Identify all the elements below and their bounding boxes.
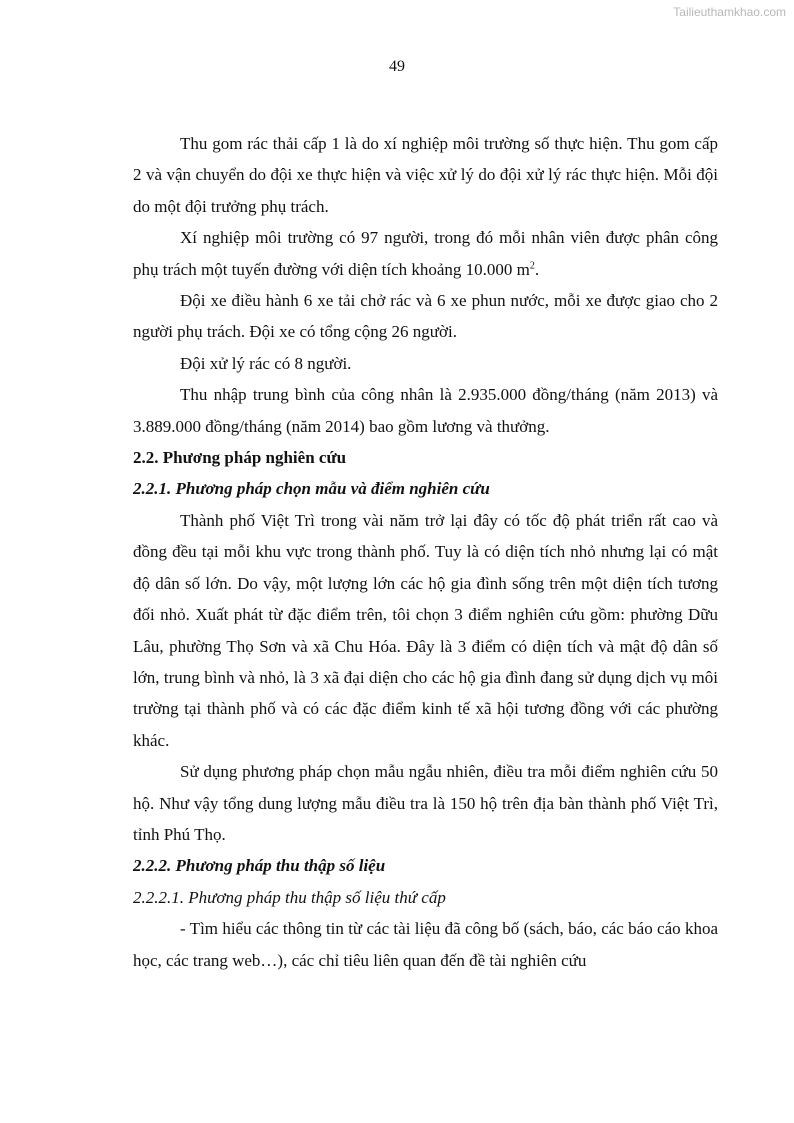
section-heading: 2.2. Phương pháp nghiên cứu [133,448,347,468]
paragraph-end: . [534,259,540,279]
paragraph: Thành phố Việt Trì trong vài năm trở lại đây có tốc độ phát triển rất cao và đồng đều tại mỗi khu vực trong thành phố. Tuy là có diện tích nhỏ nhưng lại có mật độ dân số lớn. Do vậy, một lượng lớn các hộ gia đình sống trên một diện tích tương đối nhỏ. Xuất phát từ đặc điểm trên, tôi chọn 3 điểm nghiên cứu gồm: phường Dữu Lâu, phường Thọ Sơn và xã Chu Hóa. Đây là 3 điểm có diện tích và mật độ dân số lớn, trung bình và nhỏ, là 3 xã đại diện cho các hộ gia đình đang sử dụng dịch vụ môi trường tại thành phố và có các đặc điểm kinh tế xã hội tương đồng với các phường khác. [133,510,718,750]
superscript: 2 [529,259,535,271]
paragraph: Đội xe điều hành 6 xe tải chở rác và 6 xe phun nước, mỗi xe được giao cho 2 người phụ trách. Đội xe có tổng cộng 26 người. [133,291,718,342]
paragraph [133,222,718,285]
document-body [133,128,718,976]
subsection-heading: 2.2.2. Phương pháp thu thập số liệu [133,856,386,876]
paragraph: Thu nhập trung bình của công nhân là 2.935.000 đồng/tháng (năm 2013) và 3.889.000 đồng/tháng (năm 2014) bao gồm lương và thưởng. [133,385,718,436]
paragraph: Sử dụng phương pháp chọn mẫu ngẫu nhiên, điều tra mỗi điểm nghiên cứu 50 hộ. Như vậy tổng dung lượng mẫu điều tra là 150 hộ trên địa bàn thành phố Việt Trì, tỉnh Phú Thọ. [133,762,718,844]
watermark: Tailieuthamkhao.com [673,5,786,19]
subsection-heading: 2.2.1. Phương pháp chọn mẫu và điểm nghiên cứu [133,479,490,499]
paragraph: Đội xử lý rác có 8 người. [180,353,352,373]
paragraph-text: Xí nghiệp môi trường có 97 người, trong đó mỗi nhân viên được phân công phụ trách một tuyến đường với diện tích khoảng 10.000 m [133,228,718,279]
subsubsection-heading: 2.2.2.1. Phương pháp thu thập số liệu thứ cấp [133,887,446,907]
page-number: 49 [389,58,405,75]
paragraph: - Tìm hiểu các thông tin từ các tài liệu đã công bố (sách, báo, các báo cáo khoa học, các trang web…), các chỉ tiêu liên quan đến đề tài nghiên cứu [133,919,718,970]
paragraph: Thu gom rác thải cấp 1 là do xí nghiệp môi trường số thực hiện. Thu gom cấp 2 và vận chuyển do đội xe thực hiện và việc xử lý do đội xử lý rác thực hiện. Mỗi đội do một đội trưởng phụ trách. [133,134,718,216]
